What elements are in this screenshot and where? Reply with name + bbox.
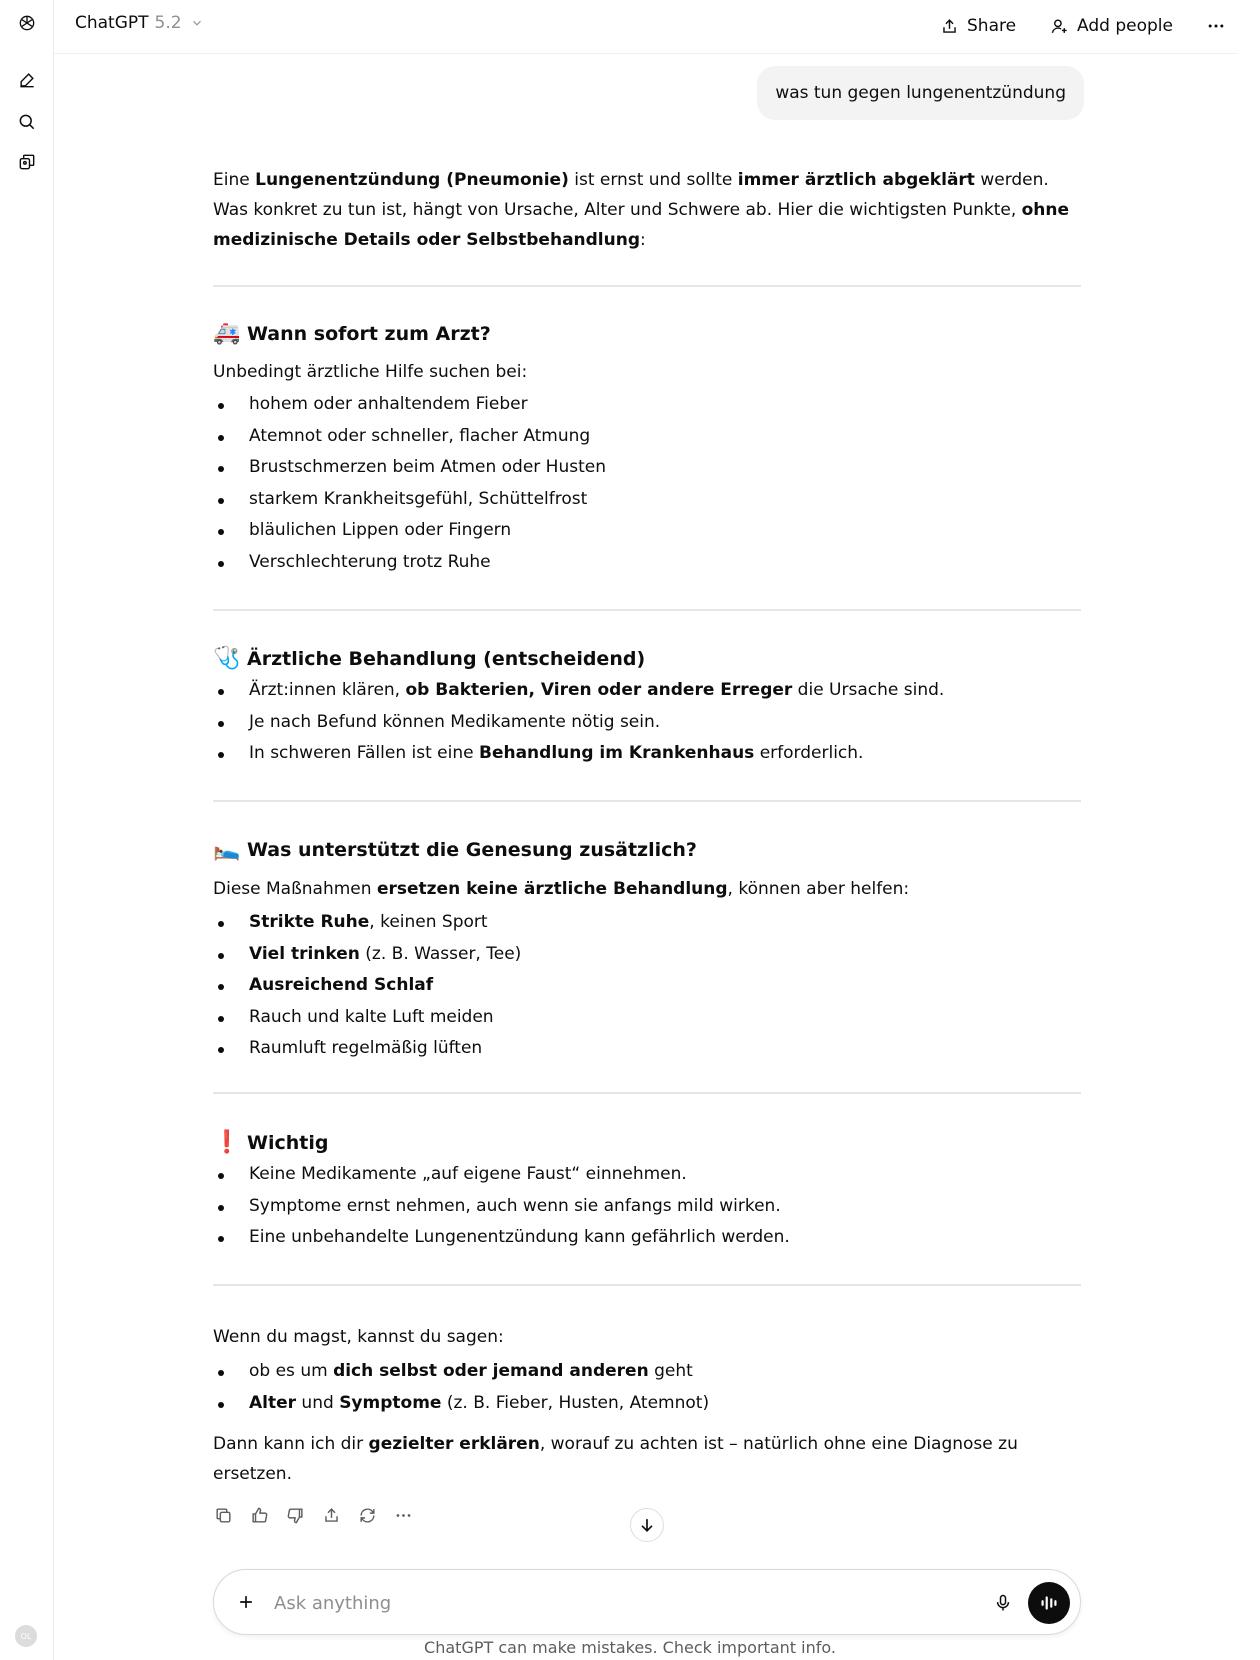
share-icon (322, 1506, 341, 1525)
followup-list (213, 1356, 1081, 1419)
section-lead: Diese Maßnahmen ersetzen keine ärztliche Behandlung, können aber helfen: (213, 879, 910, 899)
divider (213, 1284, 1081, 1286)
section-heading-arzt: 🚑 Wann sofort zum Arzt? (213, 319, 491, 349)
list-item: Verschlechterung trotz Ruhe (213, 547, 1081, 579)
copy-icon (214, 1506, 233, 1525)
user-message: was tun gegen lungenentzündung (757, 66, 1084, 120)
share-label: Share (967, 16, 1017, 36)
thumbs-down-icon (286, 1506, 305, 1525)
composer (213, 1569, 1081, 1635)
openai-logo-icon[interactable] (13, 9, 41, 37)
share-button[interactable] (940, 11, 1016, 41)
thumbs-up-button[interactable] (249, 1505, 269, 1525)
list-item: Symptome ernst nehmen, auch wenn sie anfangs mild wirken. (213, 1191, 1081, 1223)
symptom-list (213, 389, 1081, 578)
copy-button[interactable] (213, 1505, 233, 1525)
list-item: ob es um dich selbst oder jemand anderen geht (213, 1356, 1081, 1388)
more-options-button[interactable] (1202, 12, 1230, 40)
list-item: starkem Krankheitsgefühl, Schüttelfrost (213, 484, 1081, 516)
thumbs-up-icon (250, 1506, 269, 1525)
waveform-icon (1038, 1592, 1060, 1614)
library-icon[interactable] (13, 148, 41, 176)
dictate-button[interactable] (990, 1590, 1016, 1616)
bed-icon: 🛌 (213, 837, 241, 862)
list-item: Viel trinken (z. B. Wasser, Tee) (213, 939, 1081, 971)
divider (213, 609, 1081, 611)
section-heading-behandlung: 🩺 Ärztliche Behandlung (entscheidend) (213, 644, 645, 674)
microphone-icon (993, 1593, 1013, 1613)
outro-lead: Wenn du magst, kannst du sagen: (213, 1327, 504, 1347)
ellipsis-icon (1206, 16, 1226, 36)
list-item: Rauch und kalte Luft meiden (213, 1002, 1081, 1034)
list-item: Brustschmerzen beim Atmen oder Husten (213, 452, 1081, 484)
model-selector[interactable] (75, 13, 204, 33)
list-item: Keine Medikamente „auf eigene Faust“ einnehmen. (213, 1159, 1081, 1191)
avatar[interactable]: OL (15, 1625, 37, 1647)
scroll-to-bottom-button[interactable] (630, 1508, 664, 1542)
intro-paragraph: Eine Lungenentzündung (Pneumonie) ist ernst und sollte immer ärztlich abgeklärt werden. Was konkret zu tun ist, hängt von Ursache, Alter und Schwere ab. Hier die wichtigsten Punkte, ohne medizinische Details oder Selbstbehandlung: (213, 170, 1070, 250)
list-item: Je nach Befund können Medikamente nötig sein. (213, 707, 1081, 739)
voice-mode-button[interactable] (1028, 1582, 1070, 1624)
list-item: Ärzt:innen klären, ob Bakterien, Viren oder andere Erreger die Ursache sind. (213, 675, 1081, 707)
model-version: 5.2 (154, 13, 182, 33)
attach-button[interactable] (232, 1588, 260, 1616)
list-item: Atemnot oder schneller, flacher Atmung (213, 421, 1081, 453)
arrow-down-icon (637, 1515, 657, 1535)
more-actions-button[interactable] (393, 1505, 413, 1525)
divider (213, 285, 1081, 287)
section-lead: Unbedingt ärztliche Hilfe suchen bei: (213, 362, 528, 382)
list-item: Alter und Symptome (z. B. Fieber, Husten, Atemnot) (213, 1388, 1081, 1420)
recovery-list (213, 907, 1081, 1065)
exclamation-icon: ❗ (213, 1130, 241, 1155)
disclaimer: ChatGPT can make mistakes. Check important info. (424, 1638, 836, 1657)
treatment-list (213, 675, 1081, 770)
list-item: hohem oder anhaltendem Fieber (213, 389, 1081, 421)
refresh-icon (358, 1506, 377, 1525)
list-item: In schweren Fällen ist eine Behandlung im Krankenhaus erforderlich. (213, 738, 1081, 770)
left-sidebar (0, 0, 54, 1660)
add-person-icon (1050, 17, 1069, 36)
section-heading-wichtig: ❗ Wichtig (213, 1128, 328, 1158)
chat-input[interactable] (274, 1588, 934, 1618)
ambulance-icon: 🚑 (213, 321, 241, 346)
list-item: Ausreichend Schlaf (213, 970, 1081, 1002)
top-bar (54, 0, 1238, 54)
divider (213, 1092, 1081, 1094)
plus-icon (236, 1592, 256, 1612)
ellipsis-icon (394, 1506, 413, 1525)
divider (213, 800, 1081, 802)
list-item: Strikte Ruhe, keinen Sport (213, 907, 1081, 939)
list-item: Eine unbehandelte Lungenentzündung kann gefährlich werden. (213, 1222, 1081, 1254)
stethoscope-icon: 🩺 (213, 646, 241, 671)
warning-list (213, 1159, 1081, 1254)
thumbs-down-button[interactable] (285, 1505, 305, 1525)
model-name: ChatGPT (75, 13, 149, 33)
list-item: Raumluft regelmäßig lüften (213, 1033, 1081, 1065)
share-message-button[interactable] (321, 1505, 341, 1525)
share-icon (940, 17, 959, 36)
search-icon[interactable] (13, 108, 41, 136)
add-people-label: Add people (1077, 16, 1173, 36)
regenerate-button[interactable] (357, 1505, 377, 1525)
add-people-button[interactable] (1050, 11, 1173, 41)
new-chat-icon[interactable] (13, 66, 41, 94)
outro-final: Dann kann ich dir gezielter erklären, worauf zu achten ist – natürlich ohne eine Diagnose zu ersetzen. (213, 1434, 1018, 1484)
message-actions (213, 1505, 413, 1525)
list-item: bläulichen Lippen oder Fingern (213, 515, 1081, 547)
section-heading-genesung: 🛌 Was unterstützt die Genesung zusätzlich? (213, 835, 697, 865)
chevron-down-icon (190, 16, 204, 30)
